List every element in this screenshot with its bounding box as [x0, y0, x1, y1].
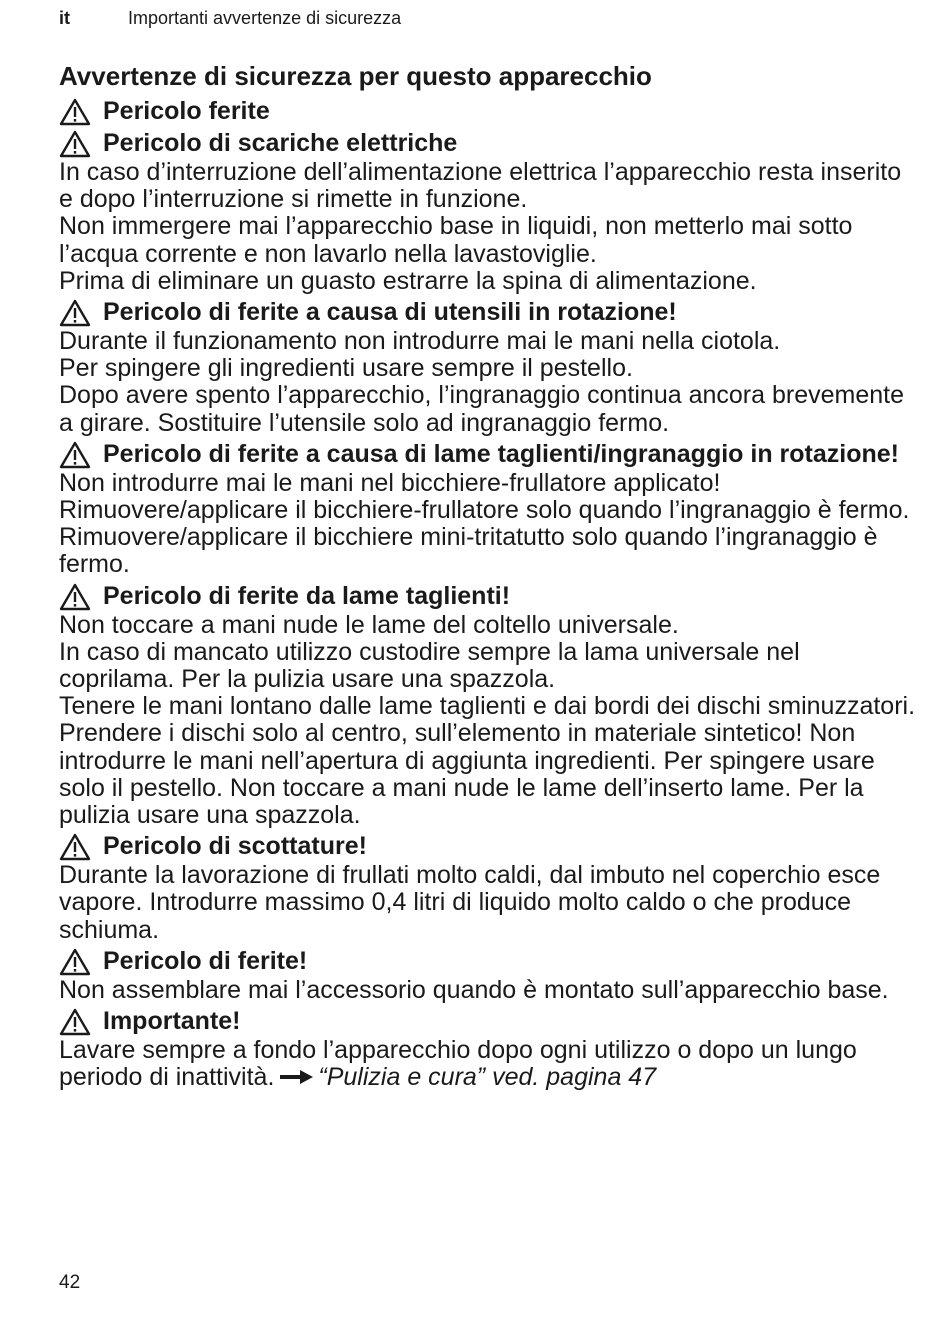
- warning-heading-text: Pericolo di ferite a causa di utensili in rotazione!: [103, 298, 677, 327]
- important-text: Lavare sempre a fondo l’apparecchio dopo ogni utilizzo o dopo un lungo periodo di inattività.: [59, 1036, 857, 1092]
- page-title: Avvertenze di sicurezza per questo apparecchio: [59, 61, 652, 91]
- warning-heading: [59, 130, 919, 158]
- warning-heading-text: Pericolo di scariche elettriche: [103, 129, 458, 157]
- warning-heading-text: Pericolo di ferite a causa di lame taglienti/ingranaggio in rotazione!: [103, 439, 899, 468]
- body-paragraph: In caso di mancato utilizzo custodire sempre la lama universale nel coprilama. Per la pulizia usare una spazzola.: [59, 637, 800, 694]
- header-title: Importanti avvertenze di sicurezza: [128, 8, 402, 28]
- body-paragraph: Durante il funzionamento non introdurre mai le mani nella ciotola.: [59, 327, 781, 356]
- warning-triangle-icon: [59, 833, 91, 861]
- warning-section: [59, 833, 919, 944]
- important-section: [59, 1008, 919, 1091]
- warning-section: [59, 299, 919, 437]
- important-heading-text: Importante!: [103, 1007, 241, 1036]
- body-paragraph: Rimuovere/applicare il bicchiere-frullatore solo quando l’ingranaggio è fermo. Rimuovere/applicare il bicchiere mini-tritatutto solo quando l’ingranaggio è fermo.: [59, 496, 910, 579]
- arrow-right-icon: [280, 1064, 314, 1091]
- warning-triangle-icon: [59, 583, 91, 611]
- body-paragraph: Prima di eliminare un guasto estrarre la spina di alimentazione.: [59, 266, 757, 295]
- body-paragraph: Per spingere gli ingredienti usare sempre il pestello.: [59, 354, 633, 383]
- warning-heading-text: Pericolo di scottature!: [103, 832, 367, 861]
- body-paragraph: Non assemblare mai l’accessorio quando è montato sull’apparecchio base.: [59, 975, 889, 1004]
- warning-section: [59, 948, 919, 1004]
- warning-heading: [59, 583, 919, 611]
- warning-triangle-icon: [59, 441, 91, 469]
- body-paragraph: [59, 1037, 919, 1091]
- page-number: 42: [59, 1272, 81, 1293]
- warning-triangle-icon: [59, 98, 91, 126]
- body-paragraph: Durante la lavorazione di frullati molto caldi, dal imbuto nel coperchio esce vapore. Introdurre massimo 0,4 litri di liquido molto caldo o che produce schiuma.: [59, 861, 881, 944]
- important-heading: [59, 1008, 919, 1036]
- warning-section: [59, 583, 919, 830]
- warning-heading-text: Pericolo ferite: [103, 97, 270, 125]
- warning-triangle-icon: [59, 299, 91, 327]
- page-content: [59, 58, 919, 1091]
- running-header: [59, 8, 401, 29]
- warning-section: [59, 130, 919, 295]
- language-code: it: [59, 8, 70, 28]
- body-paragraph: Non introdurre mai le mani nel bicchiere-frullatore applicato!: [59, 468, 721, 497]
- warning-heading-text: Pericolo di ferite!: [103, 946, 308, 975]
- warning-heading: [59, 98, 919, 126]
- warning-section: [59, 98, 919, 126]
- warning-section: [59, 441, 919, 579]
- warning-heading: [59, 441, 919, 469]
- cross-reference-link[interactable]: “Pulizia e cura” ved. pagina 47: [318, 1063, 657, 1092]
- warning-triangle-icon: [59, 948, 91, 976]
- body-paragraph: Non immergere mai l’apparecchio base in liquidi, non metterlo mai sotto l’acqua corrente e non lavarlo nella lavastoviglie.: [59, 212, 853, 268]
- warning-heading: [59, 948, 919, 976]
- warning-heading: [59, 299, 919, 327]
- body-paragraph: Non toccare a mani nude le lame del coltello universale.: [59, 610, 679, 639]
- warning-triangle-icon: [59, 130, 91, 158]
- warning-heading-text: Pericolo di ferite da lame taglienti!: [103, 581, 511, 610]
- warning-triangle-icon: [59, 1008, 91, 1036]
- body-paragraph: Tenere le mani lontano dalle lame taglienti e dai bordi dei dischi sminuzzatori. Prendere i dischi solo al centro, sull’elemento in materiale sintetico! Non introdurre le mani nell’apertura di aggiunta ingredienti. Per spingere usare solo il pestello. Non toccare a mani nude le lame dell’inserto lame. Per la pulizia usare una spazzola.: [59, 692, 916, 830]
- body-paragraph: Dopo avere spento l’apparecchio, l’ingranaggio continua ancora brevemente a girare. Sostituire l’utensile solo ad ingranaggio fermo.: [59, 381, 904, 437]
- warning-heading: [59, 833, 919, 861]
- body-paragraph: In caso d’interruzione dell’alimentazione elettrica l’apparecchio resta inserito e dopo l’interruzione si rimette in funzione.: [59, 158, 902, 214]
